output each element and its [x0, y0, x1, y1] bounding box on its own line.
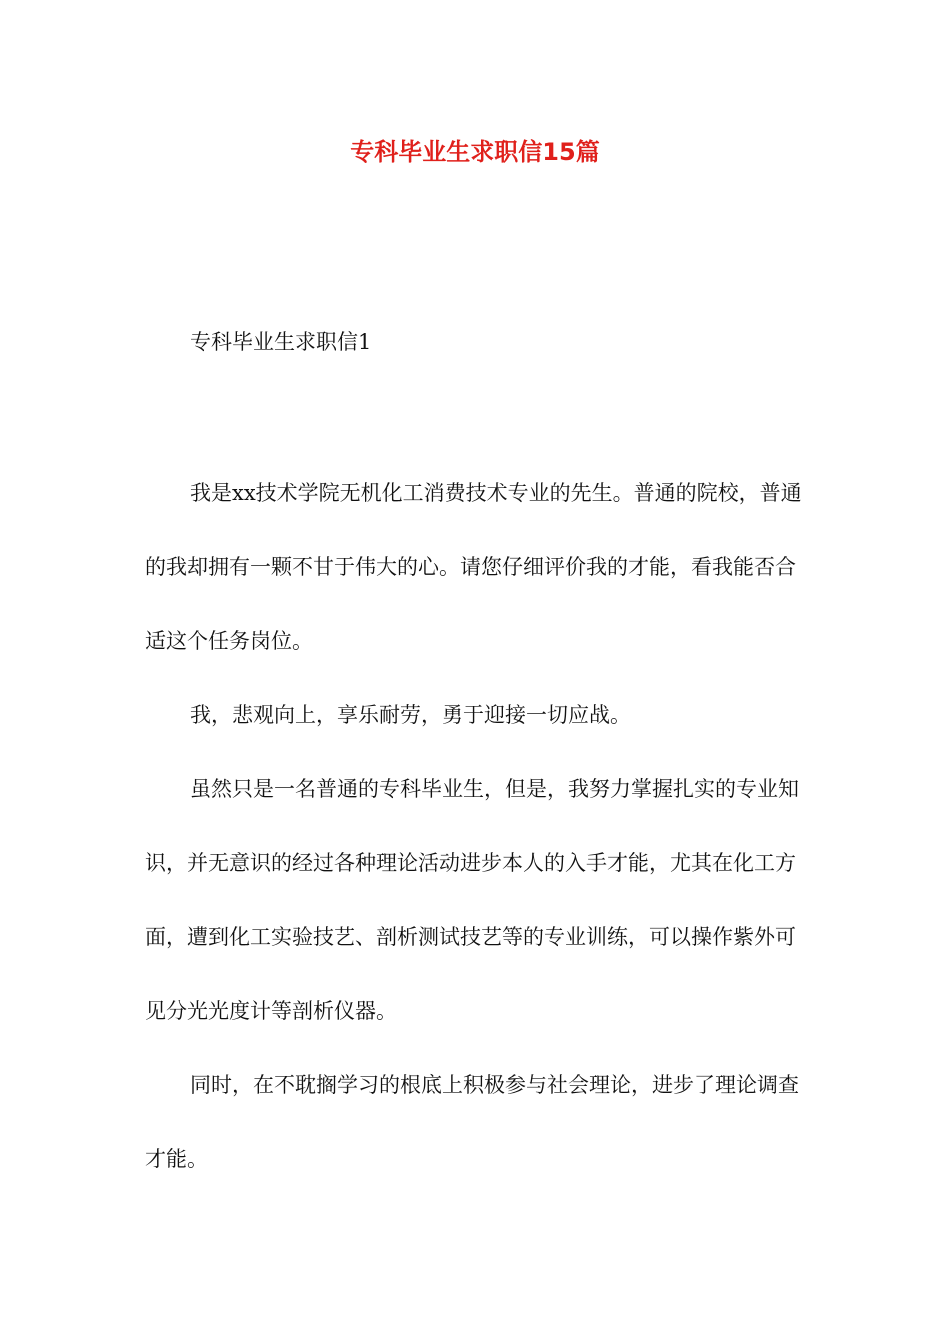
paragraph-2: 我，悲观向上，享乐耐劳，勇于迎接一切应战。 [190, 703, 631, 727]
paragraph-4: 同时，在不耽搁学习的根底上积极参与社会理论，进步了理论调查才能。 [145, 1073, 799, 1171]
paragraph-3: 虽然只是一名普通的专科毕业生，但是，我努力掌握扎实的专业知识，并无意识的经过各种理论活动进步本人的入手才能，尤其在化工方面，遭到化工实验技艺、剖析测试技艺等的专业训练，可以操作紫外可见分光光度计等剖析仪器。 [145, 777, 799, 1023]
section-heading: 专科毕业生求职信1 [190, 330, 372, 354]
document-title: 专科毕业生求职信15篇 [350, 138, 600, 166]
paragraph-1: 我是xx技术学院无机化工消费技术专业的先生。普通的院校，普通的我却拥有一颗不甘于伟大的心。请您仔细评价我的才能，看我能否合适这个任务岗位。 [145, 481, 802, 653]
